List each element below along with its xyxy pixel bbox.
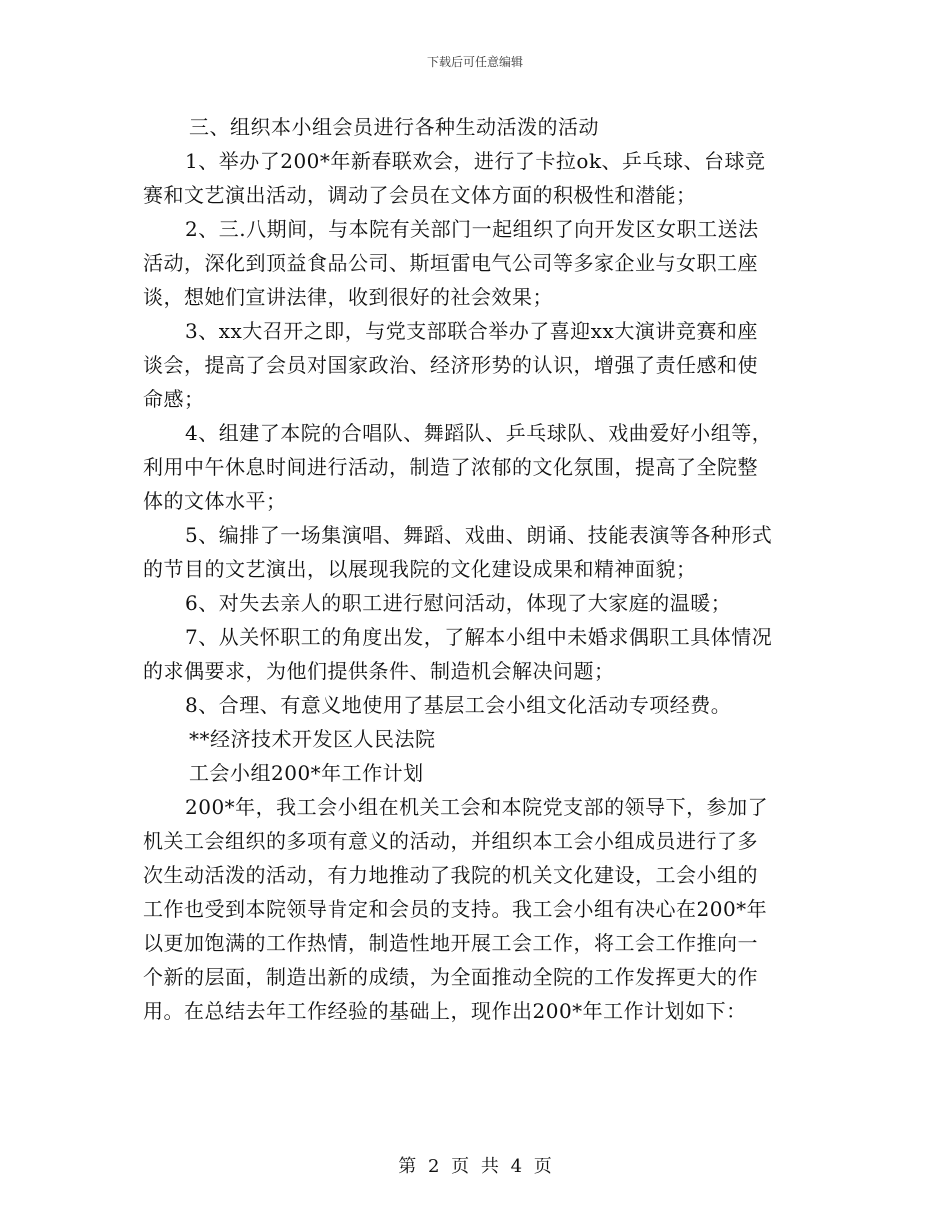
text-line: 命感；: [143, 387, 205, 411]
text-line: 利用中午休息时间进行活动，制造了浓郁的文化氛围，提高了全院整: [143, 455, 758, 479]
document-body: [143, 110, 813, 1028]
text-line: 机关工会组织的多项有意义的活动，并组织本工会小组成员进行了多: [143, 829, 758, 853]
text-line: 5、编排了一场集演唱、舞蹈、戏曲、朗诵、技能表演等各种形式: [185, 523, 773, 547]
text-line: 工作也受到本院领导肯定和会员的支持。我工会小组有决心在200*年: [143, 897, 768, 921]
text-line: 赛和文艺演出活动，调动了会员在文体方面的积极性和潜能；: [143, 183, 697, 207]
text-line: 次生动活泼的活动，有力地推动了我院的机关文化建设，工会小组的: [143, 863, 758, 887]
page-number-footer: 第 2 页 共 4 页: [398, 1156, 552, 1177]
text-line: 体的文体水平；: [143, 489, 287, 513]
text-line: 7、从关怀职工的角度出发，了解本小组中未婚求偶职工具体情况: [185, 625, 773, 649]
text-line: 谈，想她们宣讲法律，收到很好的社会效果；: [143, 285, 553, 309]
text-line: 3、xx大召开之即，与党支部联合举办了喜迎xx大演讲竞赛和座: [185, 319, 758, 343]
text-line: 1、举办了200*年新春联欢会，进行了卡拉ok、乒乓球、台球竞: [185, 149, 766, 173]
text-line: 的求偶要求，为他们提供条件、制造机会解决问题；: [143, 659, 615, 683]
text-line: 6、对失去亲人的职工进行慰问活动，体现了大家庭的温暖；: [185, 591, 732, 615]
text-line: 活动，深化到顶益食品公司、斯垣雷电气公司等多家企业与女职工座: [143, 251, 758, 275]
text-line: 4、组建了本院的合唱队、舞蹈队、乒乓球队、戏曲爱好小组等，: [185, 421, 773, 445]
text-line: 以更加饱满的工作热情，制造性地开展工会工作，将工会工作推向一: [143, 931, 758, 955]
text-line: 200*年，我工会小组在机关工会和本院党支部的领导下，参加了: [185, 795, 769, 819]
text-line: 三、组织本小组会员进行各种生动活泼的活动: [189, 115, 599, 139]
text-line: 个新的层面，制造出新的成绩，为全面推动全院的工作发挥更大的作: [143, 965, 758, 989]
text-line: 8、合理、有意义地使用了基层工会小组文化活动专项经费。: [185, 693, 732, 717]
text-line: 2、三.八期间，与本院有关部门一起组织了向开发区女职工送法: [185, 217, 759, 241]
text-line: 工会小组200*年工作计划: [189, 761, 424, 785]
text-line: 用。在总结去年工作经验的基础上，现作出200*年工作计划如下：: [143, 999, 747, 1023]
text-line: **经济技术开发区人民法院: [189, 727, 436, 751]
header-note: 下载后可任意编辑: [426, 55, 523, 69]
text-line: 谈会，提高了会员对国家政治、经济形势的认识，增强了责任感和使: [143, 353, 758, 377]
text-line: 的节目的文艺演出，以展现我院的文化建设成果和精神面貌；: [143, 557, 697, 581]
